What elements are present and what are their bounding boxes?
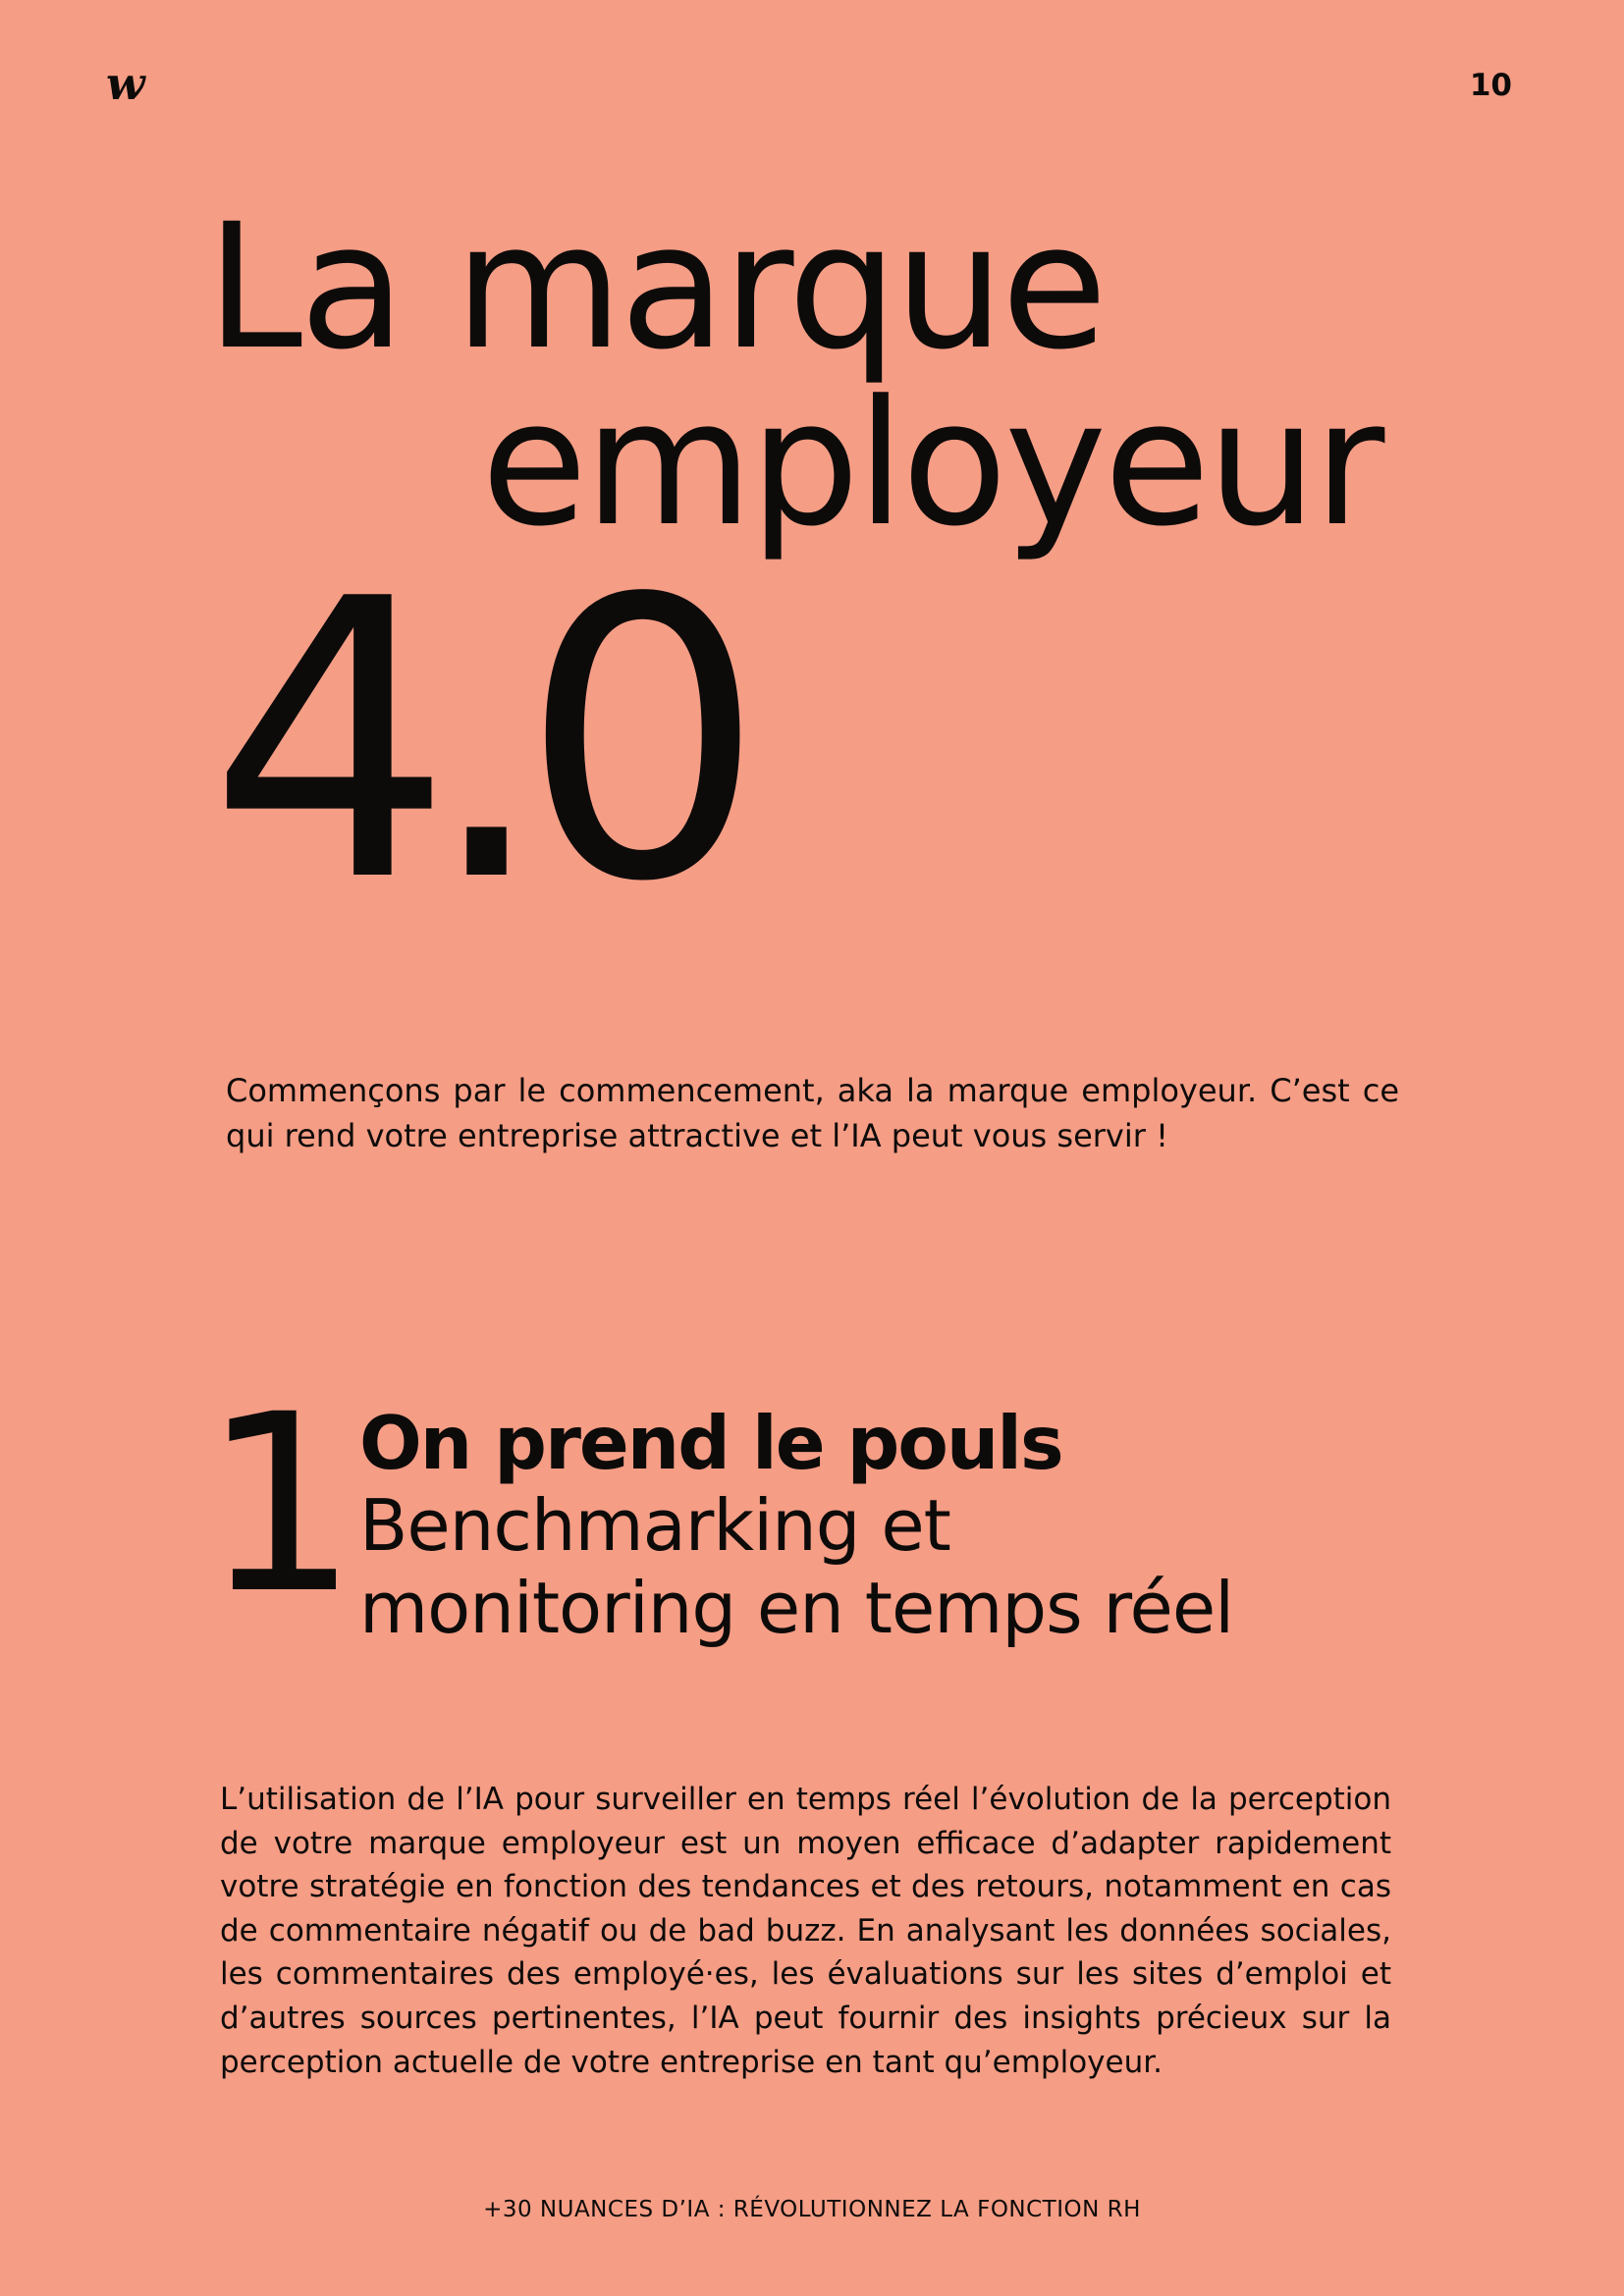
section-heading: On prend le pouls: [359, 1400, 1062, 1486]
section-title: [359, 1402, 1439, 1649]
page-number: 10: [1469, 68, 1512, 103]
section-body-paragraph: L’utilisation de l’IA pour surveiller en temps réel l’évolution de la perception de votre marque employeur est un moyen efficace d’adapter rapidement votre stratégie en fonction des tendances et des retours, notamment en cas de commentaire négatif ou de bad buzz. En analysant les données sociales, les commentaires des employé·es, les évaluations sur les sites d’emploi et d’autres sources pertinentes, l’IA peut fournir des insights précieux sur la perception actuelle de votre entreprise en tant qu’employeur.: [220, 1782, 1391, 2080]
section-number: 1: [202, 1362, 359, 1647]
title-line-2: employeur: [481, 363, 1382, 564]
intro-paragraph: Commençons par le commencement, aka la marque employeur. C’est ce qui rend votre entreprise attractive et l’IA peut vous servir !: [226, 1072, 1399, 1154]
footer-text: +30 NUANCES D’IA : RÉVOLUTIONNEZ LA FONCTION RH: [483, 2197, 1141, 2222]
section-subheading: Benchmarking et monitoring en temps réel: [359, 1484, 1234, 1649]
title-version: 4.0: [208, 518, 738, 966]
title-line-1: La marque: [206, 187, 1105, 388]
brand-logo: w: [106, 57, 139, 110]
